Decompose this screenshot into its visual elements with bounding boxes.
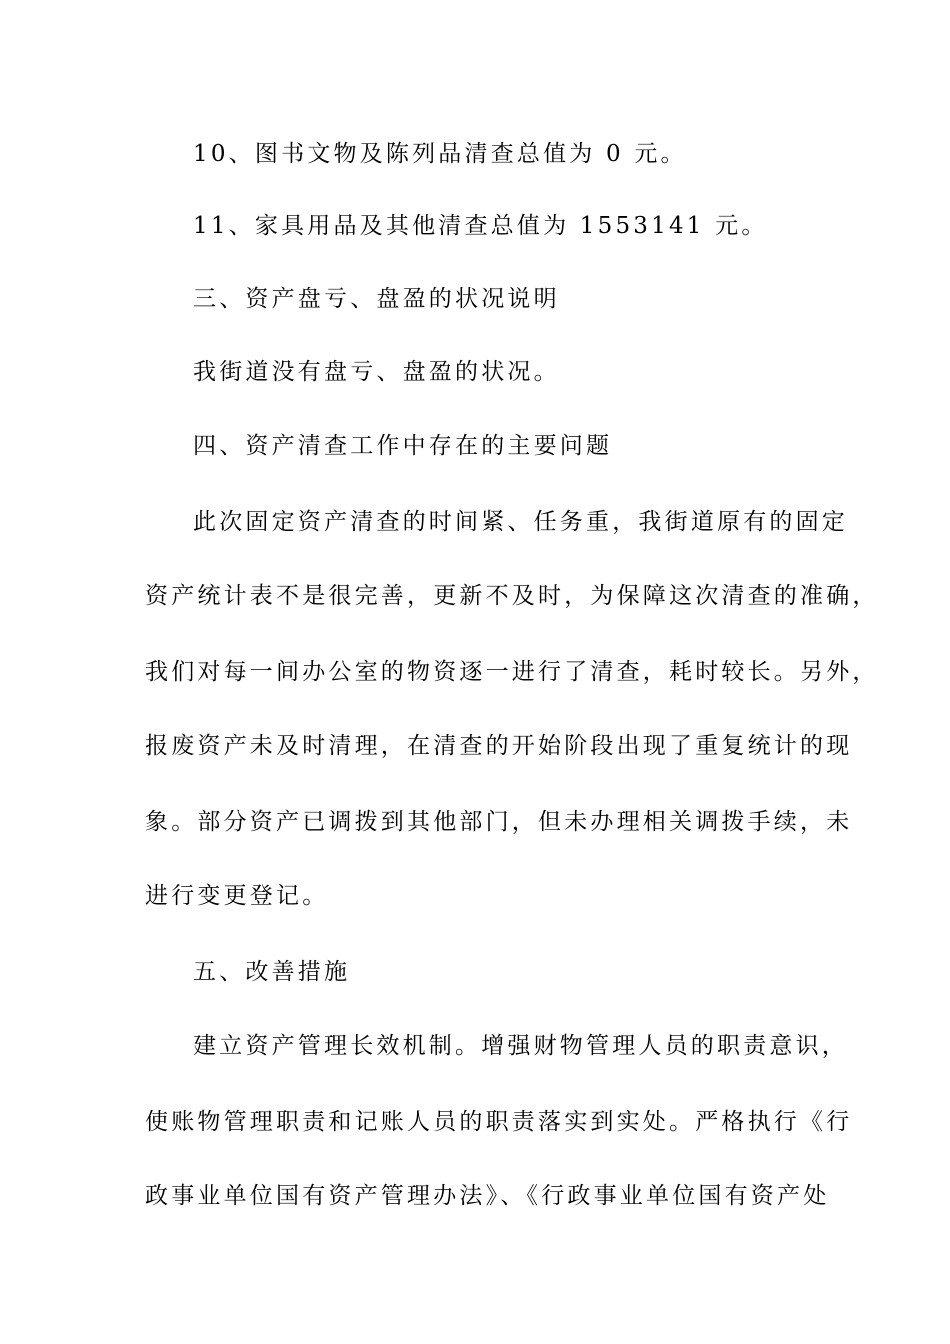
section-3-text: 我街道没有盘亏、盘盈的状况。 [193,359,560,385]
section-4-paragraph-line: 象。部分资产已调拨到其他部门，但未办理相关调拨手续，未 [145,809,853,835]
section-4-heading: 四、资产清查工作中存在的主要问题 [193,433,613,459]
item-10: 10、图书文物及陈列品清查总值为 0 元。 [193,141,687,167]
section-3-heading: 三、资产盘亏、盘盈的状况说明 [193,286,560,312]
section-5-heading: 五、改善措施 [193,959,351,985]
section-4-paragraph-line: 进行变更登记。 [145,883,329,909]
section-4-paragraph-line: 报废资产未及时清理，在清查的开始阶段出现了重复统计的现 [145,733,853,759]
section-5-paragraph-line: 使账物管理职责和记账人员的职责落实到实处。严格执行《行 [145,1109,853,1135]
section-5-paragraph-line: 建立资产管理长效机制。增强财物管理人员的职责意识， [193,1033,848,1059]
item-11: 11、家具用品及其他清查总值为 1553141 元。 [193,213,768,239]
section-5-paragraph-line: 政事业单位国有资产管理办法》、《行政事业单位国有资产处 [145,1183,830,1209]
section-4-paragraph-line: 我们对每一间办公室的物资逐一进行了清查，耗时较长。另外， [145,659,879,685]
section-4-paragraph-line: 资产统计表不是很完善，更新不及时，为保障这次清查的准确， [145,583,879,609]
section-4-paragraph-line: 此次固定资产清查的时间紧、任务重，我街道原有的固定 [193,509,848,535]
